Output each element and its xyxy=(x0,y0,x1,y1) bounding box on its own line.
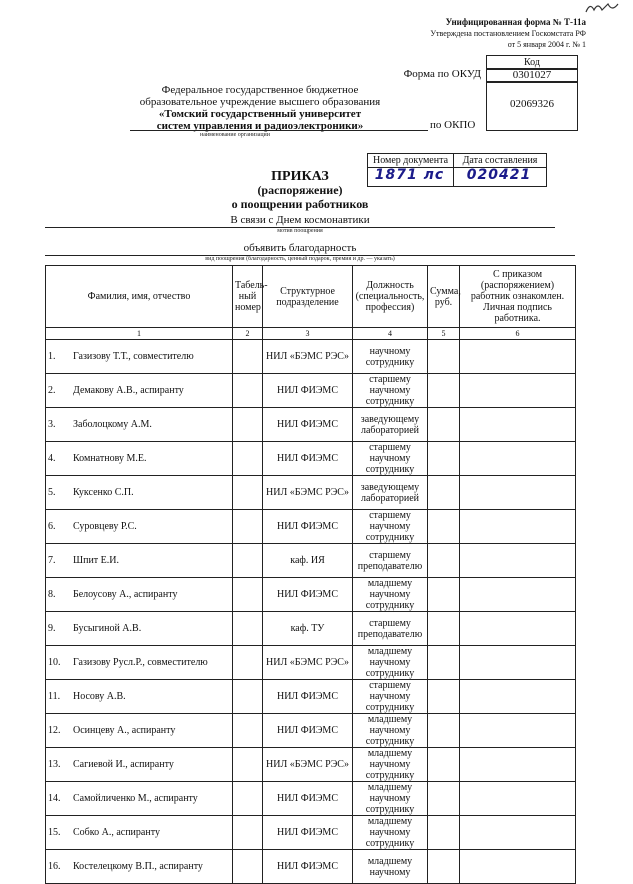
org-line3: «Томский государственный университет xyxy=(158,108,362,120)
employee-name: Собко А., аспиранту xyxy=(73,827,160,838)
position-cell: младшему научному сотруднику xyxy=(353,578,428,612)
row-number: 13. xyxy=(48,759,61,770)
row-number: 2. xyxy=(48,385,56,396)
form-approved: Утверждена постановлением Госкомстата РФ xyxy=(430,29,586,38)
sum-cell xyxy=(428,442,460,476)
row-name-cell xyxy=(46,680,233,714)
tab-number-cell xyxy=(233,816,263,850)
employee-name: Газизову Русл.Р., совместителю xyxy=(73,657,208,668)
row-number: 9. xyxy=(48,623,56,634)
sum-cell xyxy=(428,544,460,578)
org-line4: систем управления и радиоэлектроники» xyxy=(156,120,364,132)
row-name-cell xyxy=(46,850,233,884)
department-cell: НИЛ ФИЭМС xyxy=(263,442,353,476)
signature-cell xyxy=(460,850,576,884)
employee-name: Сагиевой И., аспиранту xyxy=(73,759,174,770)
department-cell: НИЛ ФИЭМС xyxy=(263,408,353,442)
row-name-cell xyxy=(46,544,233,578)
department-cell: НИЛ ФИЭМС xyxy=(263,374,353,408)
position-cell: младшему научному сотруднику xyxy=(353,714,428,748)
sum-cell xyxy=(428,612,460,646)
doc-number-header: Номер документа xyxy=(367,153,454,168)
row-name-cell xyxy=(46,408,233,442)
table-row xyxy=(46,510,576,544)
doc-number-value: 1871 лс xyxy=(374,167,445,183)
row-name-cell xyxy=(46,646,233,680)
row-name-cell xyxy=(46,510,233,544)
table-header-row xyxy=(46,266,576,328)
row-name-cell xyxy=(46,476,233,510)
department-cell: НИЛ «БЭМС РЭС» xyxy=(263,748,353,782)
signature-cell xyxy=(460,748,576,782)
signature-cell xyxy=(460,578,576,612)
department-cell: каф. ТУ xyxy=(263,612,353,646)
tab-number-cell xyxy=(233,408,263,442)
col-num: 5 xyxy=(428,328,460,340)
tab-number-cell xyxy=(233,680,263,714)
tab-number-cell xyxy=(233,510,263,544)
tab-number-cell xyxy=(233,714,263,748)
employee-name: Белоусову А., аспиранту xyxy=(73,589,178,600)
okud-value: 0301027 xyxy=(486,68,578,83)
department-cell: НИЛ «БЭМС РЭС» xyxy=(263,646,353,680)
row-number: 3. xyxy=(48,419,56,430)
employee-name: Осинцеву А., аспиранту xyxy=(73,725,176,736)
position-cell: старшему научному сотруднику xyxy=(353,374,428,408)
col-num: 2 xyxy=(233,328,263,340)
table-row xyxy=(46,408,576,442)
sum-cell xyxy=(428,816,460,850)
table-row xyxy=(46,714,576,748)
position-cell: старшему научному сотруднику xyxy=(353,510,428,544)
position-cell: старшему научному сотруднику xyxy=(353,680,428,714)
row-number: 14. xyxy=(48,793,61,804)
department-cell: НИЛ «БЭМС РЭС» xyxy=(263,476,353,510)
row-number: 10. xyxy=(48,657,61,668)
sum-cell xyxy=(428,340,460,374)
row-name-cell xyxy=(46,748,233,782)
employee-name: Газизову Т.Т., совместителю xyxy=(73,351,194,362)
tab-number-cell xyxy=(233,544,263,578)
employee-name: Шпит Е.И. xyxy=(73,555,119,566)
signature-cell xyxy=(460,544,576,578)
doc-kind: объявить благодарность xyxy=(243,242,357,254)
corner-scribble xyxy=(582,0,622,16)
signature-cell xyxy=(460,680,576,714)
tab-number-cell xyxy=(233,748,263,782)
doc-subtitle: (распоряжение) xyxy=(257,183,343,197)
sum-cell xyxy=(428,476,460,510)
row-name-cell xyxy=(46,612,233,646)
position-cell: младшему научному сотруднику xyxy=(353,782,428,816)
position-cell: младшему научному сотруднику xyxy=(353,816,428,850)
signature-cell xyxy=(460,340,576,374)
kind-caption: вид поощрения (благодарность, ценный подарок, премия и др. — указать) xyxy=(205,256,395,262)
col-header-tab: Табель-ный номер xyxy=(233,266,263,328)
tab-number-cell xyxy=(233,578,263,612)
row-name-cell xyxy=(46,714,233,748)
signature-cell xyxy=(460,646,576,680)
table-row xyxy=(46,748,576,782)
row-number: 7. xyxy=(48,555,56,566)
org-caption: наименование организации xyxy=(200,132,270,138)
table-row xyxy=(46,680,576,714)
signature-cell xyxy=(460,442,576,476)
row-number: 8. xyxy=(48,589,56,600)
sum-cell xyxy=(428,680,460,714)
table-row xyxy=(46,340,576,374)
signature-cell xyxy=(460,408,576,442)
row-name-cell xyxy=(46,374,233,408)
sum-cell xyxy=(428,646,460,680)
row-name-cell xyxy=(46,782,233,816)
okpo-value: 02069326 xyxy=(486,81,578,131)
sum-cell xyxy=(428,374,460,408)
signature-cell xyxy=(460,714,576,748)
department-cell: НИЛ ФИЭМС xyxy=(263,850,353,884)
org-line2: образовательное учреждение высшего образования xyxy=(139,96,381,108)
org-line1: Федеральное государственное бюджетное xyxy=(161,84,359,96)
org-underline xyxy=(130,130,428,131)
table-row xyxy=(46,544,576,578)
org-block xyxy=(110,84,410,132)
department-cell: НИЛ ФИЭМС xyxy=(263,714,353,748)
department-cell: НИЛ ФИЭМС xyxy=(263,782,353,816)
position-cell: старшему научному сотруднику xyxy=(353,442,428,476)
position-cell: младшему научному сотруднику xyxy=(353,646,428,680)
row-number: 5. xyxy=(48,487,56,498)
table-row xyxy=(46,476,576,510)
department-cell: НИЛ «БЭМС РЭС» xyxy=(263,340,353,374)
position-cell: младшему научному xyxy=(353,850,428,884)
position-cell: заведующему лабораторией xyxy=(353,476,428,510)
okud-label: Форма по ОКУД xyxy=(403,68,481,80)
department-cell: НИЛ ФИЭМС xyxy=(263,680,353,714)
signature-cell xyxy=(460,374,576,408)
code-header: Код xyxy=(486,55,578,70)
doc-motive: В связи с Днем космонавтики xyxy=(230,214,370,226)
table-row xyxy=(46,816,576,850)
signature-cell xyxy=(460,476,576,510)
row-name-cell xyxy=(46,340,233,374)
employee-name: Куксенко С.П. xyxy=(73,487,134,498)
employee-name: Комнатнову М.Е. xyxy=(73,453,147,464)
table-row xyxy=(46,578,576,612)
doc-subject: о поощрении работников xyxy=(231,197,369,211)
sum-cell xyxy=(428,748,460,782)
position-cell: научному сотруднику xyxy=(353,340,428,374)
row-number: 6. xyxy=(48,521,56,532)
row-number: 15. xyxy=(48,827,61,838)
form-title: Унифицированная форма № Т-11а xyxy=(445,17,586,27)
signature-cell xyxy=(460,612,576,646)
tab-number-cell xyxy=(233,442,263,476)
sum-cell xyxy=(428,782,460,816)
col-num: 1 xyxy=(46,328,233,340)
tab-number-cell xyxy=(233,374,263,408)
col-num: 6 xyxy=(460,328,576,340)
position-cell: старшему преподавателю xyxy=(353,612,428,646)
doc-date-header: Дата составления xyxy=(453,153,547,168)
col-num: 4 xyxy=(353,328,428,340)
employees-table xyxy=(45,265,576,884)
signature-cell xyxy=(460,816,576,850)
employee-name: Носову А.В. xyxy=(73,691,126,702)
row-number: 4. xyxy=(48,453,56,464)
department-cell: НИЛ ФИЭМС xyxy=(263,816,353,850)
col-header-pos: Должность (специальность, профессия) xyxy=(353,266,428,328)
employee-name: Костелецкому В.П., аспиранту xyxy=(73,861,203,872)
row-name-cell xyxy=(46,442,233,476)
position-cell: младшему научному сотруднику xyxy=(353,748,428,782)
row-number: 11. xyxy=(48,691,61,702)
table-row xyxy=(46,442,576,476)
employee-name: Суровцеву Р.С. xyxy=(73,521,137,532)
tab-number-cell xyxy=(233,340,263,374)
tab-number-cell xyxy=(233,782,263,816)
employee-name: Демакову А.В., аспиранту xyxy=(73,385,184,396)
sum-cell xyxy=(428,408,460,442)
okpo-label: по ОКПО xyxy=(430,119,476,131)
tab-number-cell xyxy=(233,476,263,510)
col-num: 3 xyxy=(263,328,353,340)
employee-name: Бусыгиной А.В. xyxy=(73,623,142,634)
doc-title: ПРИКАЗ xyxy=(271,169,329,184)
tab-number-cell xyxy=(233,850,263,884)
row-name-cell xyxy=(46,816,233,850)
position-cell: заведующему лабораторией xyxy=(353,408,428,442)
form-date: от 5 января 2004 г. № 1 xyxy=(507,40,586,49)
table-row xyxy=(46,374,576,408)
employee-name: Заболоцкому А.М. xyxy=(73,419,152,430)
sum-cell xyxy=(428,714,460,748)
tab-number-cell xyxy=(233,612,263,646)
row-number: 12. xyxy=(48,725,61,736)
doc-date-value: 020421 xyxy=(466,167,532,183)
department-cell: НИЛ ФИЭМС xyxy=(263,510,353,544)
department-cell: НИЛ ФИЭМС xyxy=(263,578,353,612)
row-number: 16. xyxy=(48,861,61,872)
col-header-dept: Структурное подразделение xyxy=(263,266,353,328)
col-header-sum: Сумма, руб. xyxy=(428,266,460,328)
sum-cell xyxy=(428,510,460,544)
row-name-cell xyxy=(46,578,233,612)
column-number-row xyxy=(46,328,576,340)
signature-cell xyxy=(460,782,576,816)
signature-cell xyxy=(460,510,576,544)
table-row xyxy=(46,850,576,884)
employee-name: Самойличенко М., аспиранту xyxy=(73,793,198,804)
table-row xyxy=(46,782,576,816)
row-number: 1. xyxy=(48,351,56,362)
col-header-name: Фамилия, имя, отчество xyxy=(46,266,233,328)
table-row xyxy=(46,612,576,646)
table-row xyxy=(46,646,576,680)
sum-cell xyxy=(428,578,460,612)
motive-caption: мотив поощрения xyxy=(277,228,323,234)
tab-number-cell xyxy=(233,646,263,680)
col-header-sign: С приказом (распоряжением) работник ознакомлен. Личная подпись работника. xyxy=(460,266,576,328)
sum-cell xyxy=(428,850,460,884)
position-cell: старшему преподавателю xyxy=(353,544,428,578)
department-cell: каф. ИЯ xyxy=(263,544,353,578)
